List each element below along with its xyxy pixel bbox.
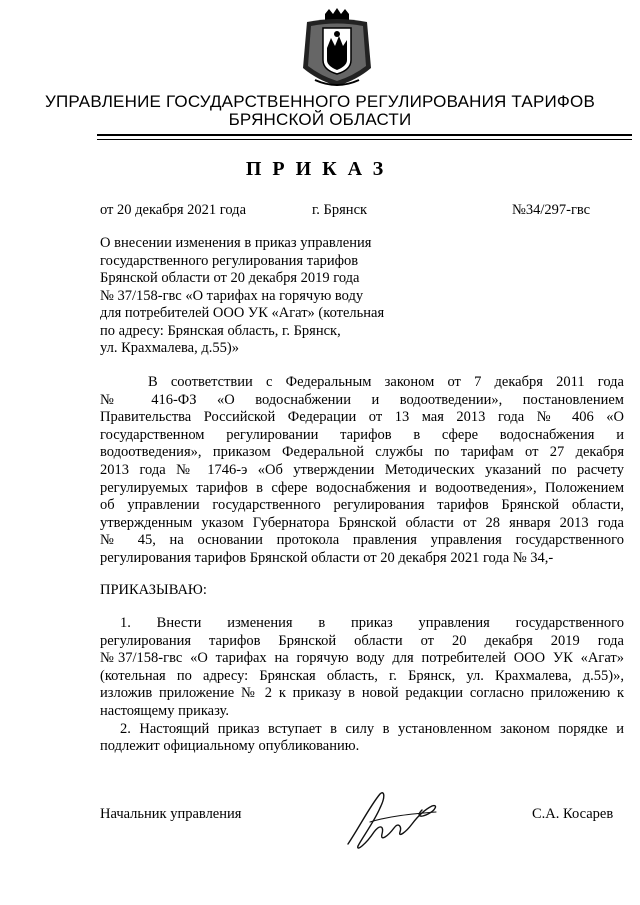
preamble-line: утвержденным указом Губернатора Брянской области от 28 января 2013 года	[100, 514, 624, 531]
subject-line: государственного регулирования тарифов	[100, 252, 359, 269]
order-date: от 20 декабря 2021 года	[100, 202, 246, 218]
preamble-line: государственном регулировании тарифов в сфере водоснабжения и	[100, 426, 624, 443]
subject-line: ул. Крахмалева, д.55)»	[100, 340, 239, 356]
item-line: (котельная по адресу: Брянская область, г. Брянск, ул. Крахмалева, д.55)»,	[100, 667, 624, 684]
item-line: 2. Настоящий приказ вступает в силу в установленном законом порядке и	[120, 720, 624, 737]
header-rule-thick	[97, 134, 632, 136]
coat-of-arms-icon	[297, 8, 377, 90]
agency-name-line2: БРЯНСКОЙ ОБЛАСТИ	[228, 110, 412, 129]
item-line: изложив приложение № 2 к приказу в новой редакции согласно приложению к	[100, 685, 624, 702]
signatory-name: С.А. Косарев	[532, 806, 614, 822]
document-title: ПРИКАЗ	[245, 158, 395, 180]
preamble-line: Правительства Российской Федерации от 13 мая 2013 года № 406 «О	[100, 409, 624, 426]
preamble-line: В соответствии с Федеральным законом от 7 декабря 2011 года	[148, 374, 624, 390]
preamble-line: № 45, на основании протокола правления управления государственного	[100, 532, 624, 549]
subject-line: Брянской области от 20 декабря 2019 года	[100, 270, 360, 286]
preamble-line: регулирования тарифов Брянской области от 20 декабря 2021 года № 34,-	[100, 549, 554, 566]
subject-line: по адресу: Брянская область, г. Брянск,	[100, 322, 341, 339]
handwritten-signature-icon	[340, 786, 450, 856]
item-line: подлежит официальному опубликованию.	[100, 738, 360, 755]
preamble-line: регулируемых тарифов в сфере водоснабжения и водоотведения», Положением	[100, 479, 624, 496]
preamble-line: 2013 года № 1746-э «Об утверждении Методических указаний по расчету	[100, 461, 624, 478]
preamble-line: об управлении государственного регулирования тарифов Брянской области,	[100, 497, 624, 514]
preamble-line: № 416-ФЗ «О водоснабжении и водоотведении», постановлением	[100, 391, 624, 408]
subject-line: № 37/158-гвс «О тарифах на горячую воду	[100, 287, 364, 304]
agency-name-line1: УПРАВЛЕНИЕ ГОСУДАРСТВЕННОГО РЕГУЛИРОВАНИЯ ТАРИФОВ	[44, 92, 596, 111]
item-line: настоящему приказу.	[100, 702, 229, 719]
item-line: регулирования тарифов Брянской области от 20 декабря 2019 года	[100, 632, 624, 649]
header-rule-thin	[97, 139, 632, 140]
order-directive: ПРИКАЗЫВАЮ:	[100, 582, 207, 598]
order-number: №34/297-гвс	[512, 202, 591, 218]
preamble-line: водоотведения», приказом Федеральной службы по тарифам от 27 декабря	[100, 444, 624, 461]
item-line: 1. Внести изменения в приказ управления государственного	[120, 615, 624, 631]
order-subject	[100, 235, 420, 358]
subject-line: О внесении изменения в приказ управления	[100, 235, 372, 251]
signatory-role: Начальник управления	[100, 806, 242, 822]
item-line: №37/158-гвс «О тарифах на горячую воду для потребителей ООО УК «Агат»	[100, 650, 624, 667]
preamble-paragraph	[100, 374, 624, 568]
order-items	[100, 615, 624, 756]
subject-line: для потребителей ООО УК «Агат» (котельная	[100, 305, 385, 321]
order-city: г. Брянск	[312, 202, 368, 218]
